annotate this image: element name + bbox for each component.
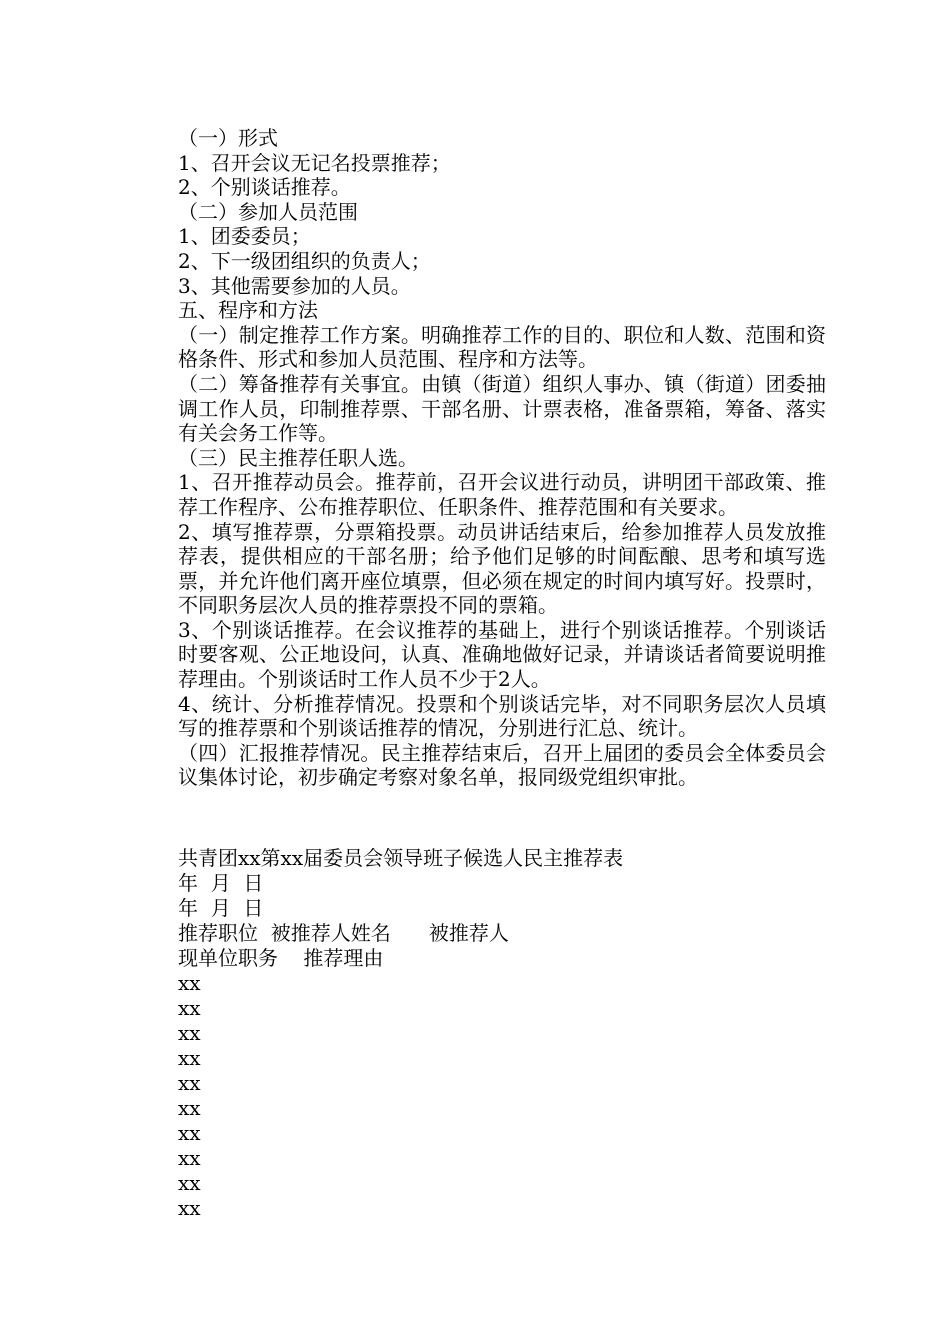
- form-row: xx: [178, 1046, 201, 1070]
- form-row: xx: [178, 996, 201, 1020]
- paragraph-step: 1、召开推荐动员会。推荐前，召开会议进行动员，讲明团干部政策、推荐工作程序、公布推荐职位、任职条件、推荐范围和有关要求。: [178, 470, 826, 519]
- paragraph-step: （三）民主推荐任职人选。: [178, 445, 418, 470]
- form-row: xx: [178, 1096, 201, 1120]
- form-header: 推荐职位 被推荐人姓名 被推荐人: [178, 921, 509, 945]
- form-row: xx: [178, 1021, 201, 1045]
- paragraph-item: 1、团委委员；: [178, 224, 311, 249]
- paragraph-form-heading: （一）形式: [178, 126, 278, 150]
- form-row: xx: [178, 1171, 201, 1195]
- paragraph-step: （四）汇报推荐情况。民主推荐结束后，召开上届团的委员会全体委员会议集体讨论，初步确定考察对象名单，报同级党组织审批。: [178, 740, 826, 790]
- form-header: 现单位职务 推荐理由: [178, 946, 384, 970]
- paragraph-step: 2、填写推荐票，分票箱投票。动员讲话结束后，给参加推荐人员发放推荐表，提供相应的干部名册；给予他们足够的时间酝酿、思考和填写选票，并允许他们离开座位填票，但必须在规定的时间内填写好。投票时，不同职务层次人员的推荐票投不同的票箱。: [178, 519, 826, 618]
- paragraph-step: （二）筹备推荐有关事宜。由镇（街道）组织人事办、镇（街道）团委抽调工作人员，印制推荐票、干部名册、计票表格，准备票箱，筹备、落实有关会务工作等。: [178, 371, 826, 446]
- document-body: [178, 126, 826, 790]
- section-heading: 五、程序和方法: [178, 298, 318, 323]
- form-row: xx: [178, 971, 201, 995]
- form-row: xx: [178, 1071, 201, 1095]
- form-date: 年 月 日: [178, 896, 264, 920]
- paragraph-item: 2、下一级团组织的负责人；: [178, 248, 431, 273]
- form-row: xx: [178, 1146, 201, 1170]
- paragraph-step: （一）制定推荐工作方案。明确推荐工作的目的、职位和人数、范围和资格条件、形式和参加人员范围、程序和方法等。: [178, 322, 826, 372]
- form-row: xx: [178, 1196, 201, 1220]
- paragraph-item: 1、召开会议无记名投票推荐；: [178, 150, 451, 175]
- paragraph-item: 2、个别谈话推荐。: [178, 175, 351, 200]
- form-date: 年 月 日: [178, 871, 264, 895]
- recommendation-form: [178, 846, 826, 1221]
- paragraph-scope-heading: （二）参加人员范围: [178, 199, 358, 224]
- form-row: xx: [178, 1121, 201, 1145]
- paragraph-step: 3、个别谈话推荐。在会议推荐的基础上，进行个别谈话推荐。个别谈话时要客观、公正地设问，认真、准确地做好记录，并请谈话者简要说明推荐理由。个别谈话时工作人员不少于2人。: [178, 617, 826, 692]
- paragraph-item: 3、其他需要参加的人员。: [178, 273, 411, 298]
- paragraph-step: 4、统计、分析推荐情况。投票和个别谈话完毕，对不同职务层次人员填写的推荐票和个别谈话推荐的情况，分别进行汇总、统计。: [178, 691, 826, 741]
- form-title: 共青团xx第xx届委员会领导班子候选人民主推荐表: [178, 846, 624, 870]
